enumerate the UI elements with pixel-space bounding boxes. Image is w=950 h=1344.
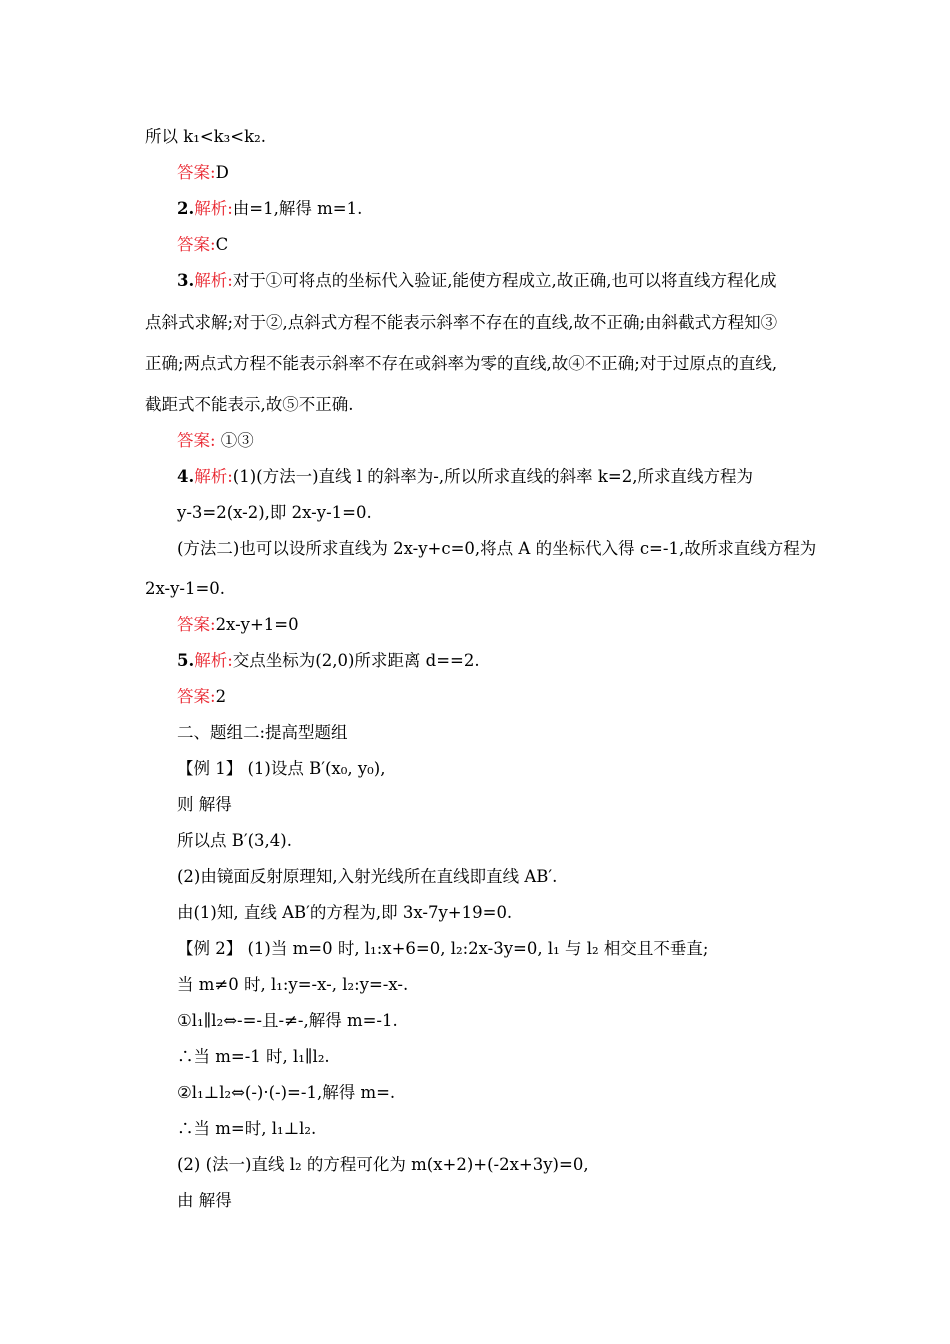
example-1-line-1: 【例 1】 (1)设点 B′(x₀, y₀), — [177, 759, 386, 778]
solution-2: 2.解析:由=1,解得 m=1. — [177, 199, 363, 218]
solution-3-cont-1: 点斜式求解;对于②,点斜式方程不能表示斜率不存在的直线,故不正确;由斜截式方程知③ — [145, 313, 778, 332]
example-2-line-7: (2) (法一)直线 l₂ 的方程可化为 m(x+2)+(-2x+3y)=0, — [177, 1155, 589, 1174]
answer-label: 答案: — [177, 687, 216, 706]
question-number: 2. — [177, 199, 195, 218]
solution-4-result: 2x-y-1=0. — [145, 579, 226, 598]
answer-label: 答案: — [177, 163, 216, 182]
solution-3-cont-3: 截距式不能表示,故⑤不正确. — [145, 395, 354, 414]
answer-4: 答案:2x-y+1=0 — [177, 615, 299, 634]
question-number: 4. — [177, 467, 195, 486]
example-2-line-3: ①l₁∥l₂⇔-=-且-≠-,解得 m=-1. — [177, 1011, 398, 1030]
answer-label: 答案: — [177, 235, 216, 254]
solution-4-equation: y-3=2(x-2),即 2x-y-1=0. — [177, 503, 372, 522]
answer-1: 答案:D — [177, 163, 229, 182]
example-2-line-1: 【例 2】 (1)当 m=0 时, l₁:x+6=0, l₂:2x-3y=0, l₁ 与 l₂ 相交且不垂直; — [177, 939, 709, 958]
example-2-line-5: ②l₁⊥l₂⇔(-)·(-)=-1,解得 m=. — [177, 1083, 396, 1102]
solution-4: 4.解析:(1)(方法一)直线 l 的斜率为-,所以所求直线的斜率 k=2,所求直线方程为 — [177, 467, 753, 486]
example-2-line-6: ∴当 m=时, l₁⊥l₂. — [177, 1119, 317, 1138]
example-2-line-4: ∴当 m=-1 时, l₁∥l₂. — [177, 1047, 330, 1066]
answer-2: 答案:C — [177, 235, 229, 254]
section-heading: 二、题组二:提高型题组 — [177, 723, 348, 742]
example-1-line-4: (2)由镜面反射原理知,入射光线所在直线即直线 AB′. — [177, 867, 558, 886]
answer-label: 答案: — [177, 431, 216, 450]
example-1-line-3: 所以点 B′(3,4). — [177, 831, 292, 850]
solution-label: 解析: — [194, 199, 233, 218]
solution-label: 解析: — [194, 651, 233, 670]
solution-3-cont-2: 正确;两点式方程不能表示斜率不存在或斜率为零的直线,故④不正确;对于过原点的直线, — [145, 354, 778, 373]
answer-label: 答案: — [177, 615, 216, 634]
example-1-line-5: 由(1)知, 直线 AB′的方程为,即 3x-7y+19=0. — [177, 903, 513, 922]
question-number: 5. — [177, 651, 195, 670]
answer-3: 答案: ①③ — [177, 431, 254, 450]
example-1-line-2: 则 解得 — [177, 795, 232, 814]
solution-4-method-2: (方法二)也可以设所求直线为 2x-y+c=0,将点 A 的坐标代入得 c=-1,故所求直线方程为 — [177, 539, 817, 558]
conclusion-line: 所以 k₁<k₃<k₂. — [145, 127, 266, 146]
example-2-line-2: 当 m≠0 时, l₁:y=-x-, l₂:y=-x-. — [177, 975, 409, 994]
solution-3: 3.解析:对于①可将点的坐标代入验证,能使方程成立,故正确,也可以将直线方程化成 — [177, 271, 777, 290]
solution-label: 解析: — [194, 467, 233, 486]
question-number: 3. — [177, 271, 195, 290]
solution-5: 5.解析:交点坐标为(2,0)所求距离 d==2. — [177, 651, 480, 670]
example-2-line-8: 由 解得 — [177, 1191, 232, 1210]
solution-label: 解析: — [194, 271, 233, 290]
answer-5: 答案:2 — [177, 687, 227, 706]
